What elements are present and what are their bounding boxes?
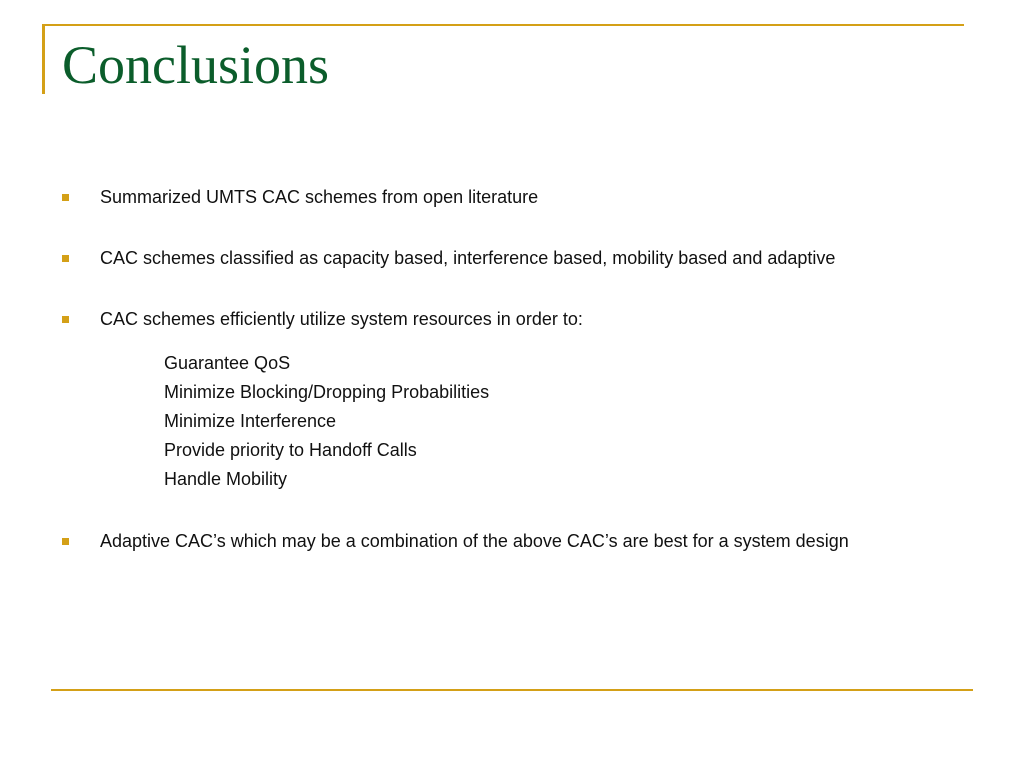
- sub-item-list: [164, 349, 980, 494]
- bullet-item: [60, 308, 980, 330]
- bullet-text: CAC schemes efficiently utilize system resources in order to:: [100, 309, 583, 329]
- sub-item: Minimize Blocking/Dropping Probabilities: [164, 382, 490, 402]
- sub-item: Provide priority to Handoff Calls: [164, 440, 417, 460]
- bullet-item: [60, 247, 980, 269]
- square-bullet-icon: [62, 194, 69, 201]
- title-frame-vertical-rule: [42, 24, 45, 94]
- sub-item: Guarantee QoS: [164, 353, 291, 373]
- title-frame-top-rule: [42, 24, 964, 26]
- bullet-item: [60, 530, 980, 552]
- sub-item: Minimize Interference: [164, 411, 337, 431]
- square-bullet-icon: [62, 316, 69, 323]
- bullet-text: CAC schemes classified as capacity based, interference based, mobility based and adaptive: [100, 248, 836, 268]
- square-bullet-icon: [62, 255, 69, 262]
- bullet-text: Adaptive CAC’s which may be a combination of the above CAC’s are best for a system design: [100, 531, 849, 551]
- sub-item: Handle Mobility: [164, 469, 288, 489]
- bullet-item: [60, 186, 980, 208]
- square-bullet-icon: [62, 538, 69, 545]
- slide-title: Conclusions: [62, 35, 330, 95]
- slide-content: [60, 186, 980, 591]
- footer-rule: [51, 689, 973, 691]
- bullet-text: Summarized UMTS CAC schemes from open literature: [100, 187, 539, 207]
